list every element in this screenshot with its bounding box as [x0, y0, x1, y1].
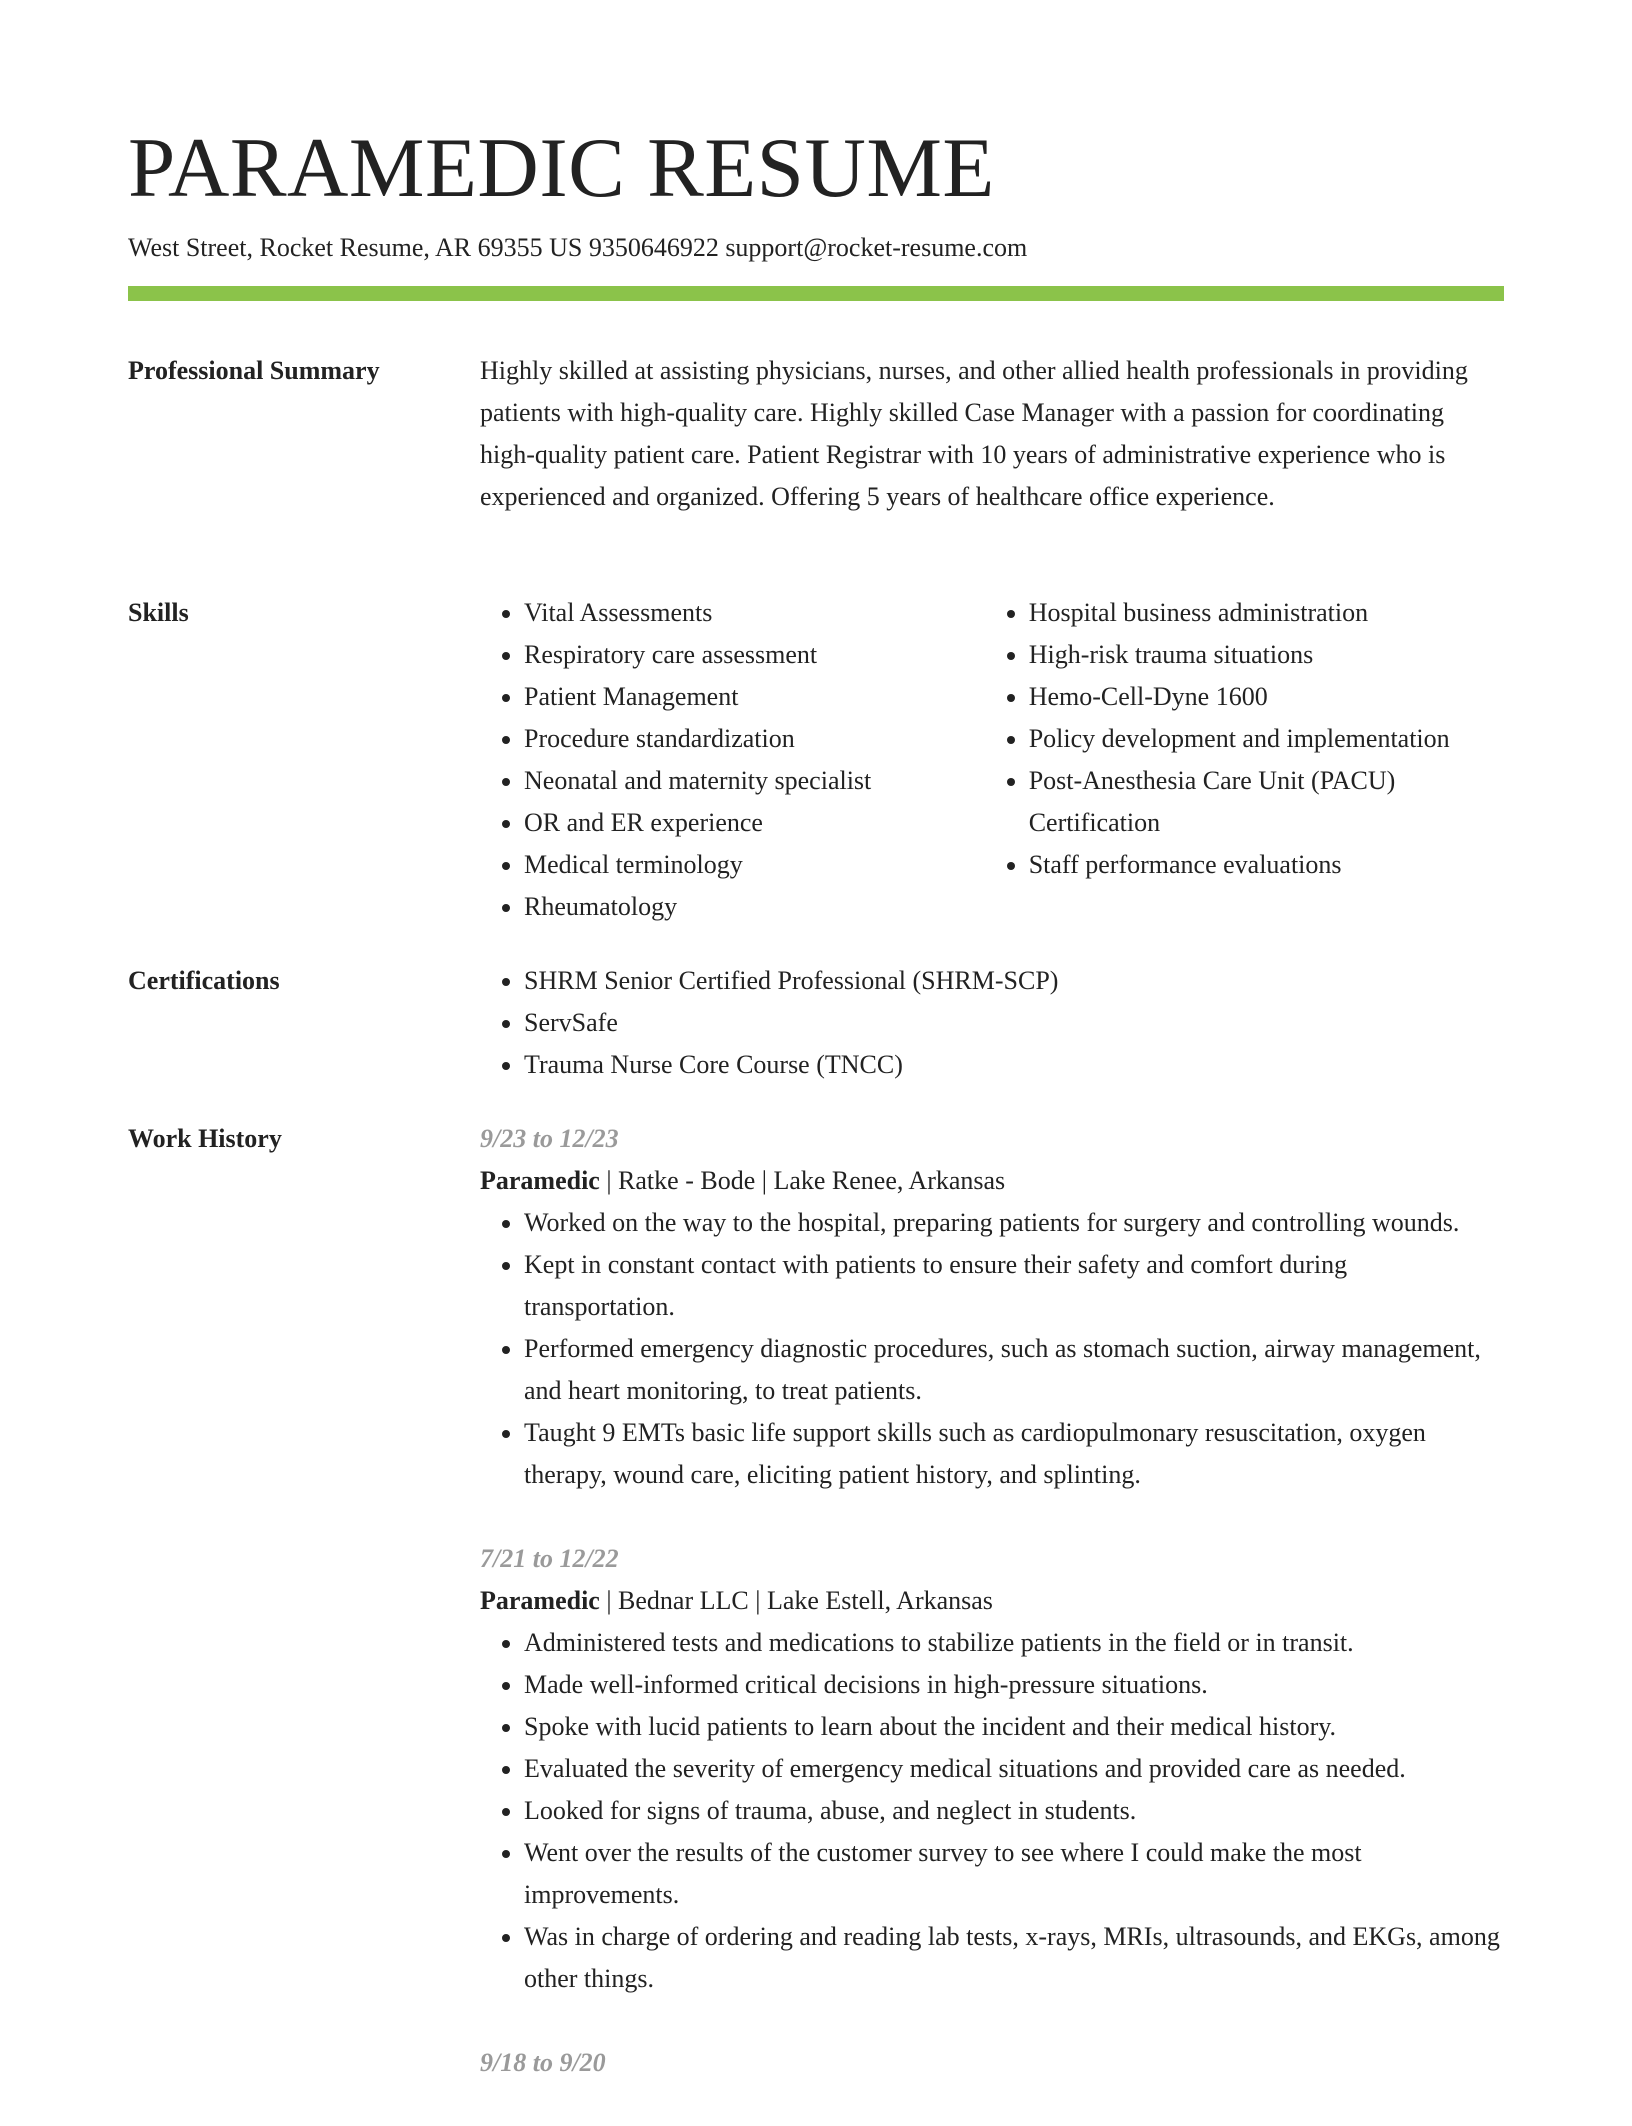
list-item: • Worked on the way to the hospital, preparing patients for surgery and controlling wounds. [524, 1202, 1504, 1244]
job-entry [480, 1538, 1504, 2000]
work-history-body [480, 1118, 1504, 2126]
list-item: • ServSafe [524, 1002, 1504, 1044]
summary-text: Highly skilled at assisting physicians, nurses, and other allied health professionals in providing patients with high-quality care. Highly skilled Case Manager with a passion for coordinating high-quality patient care. Patient Registrar with 10 years of administrative experience who is experienced and organized. Offering 5 years of healthcare office experience. [480, 356, 1468, 511]
list-item: • Was in charge of ordering and reading lab tests, x-rays, MRIs, ultrasounds, and EKGs, among other things. [524, 1916, 1504, 2000]
list-item: • Kept in constant contact with patients to ensure their safety and comfort during transportation. [524, 1244, 1504, 1328]
list-item: • Vital Assessments [524, 592, 985, 634]
summary-body [480, 350, 1504, 518]
list-item: • SHRM Senior Certified Professional (SHRM-SCP) [524, 960, 1504, 1002]
list-item: • Neonatal and maternity specialist [524, 760, 985, 802]
job-bullets [480, 1622, 1504, 2000]
list-item: • Policy development and implementation [1029, 718, 1504, 760]
job-bullets [480, 1202, 1504, 1496]
list-item: • Hospital business administration [1029, 592, 1504, 634]
list-item: • Administered tests and medications to stabilize patients in the field or in transit. [524, 1622, 1504, 1664]
list-item: • Looked for signs of trauma, abuse, and neglect in students. [524, 1790, 1504, 1832]
header-divider [128, 286, 1504, 301]
certifications-label: Certifications [128, 966, 280, 995]
list-item: • Post-Anesthesia Care Unit (PACU) Certification [1029, 760, 1504, 844]
skills-column-1 [480, 592, 985, 928]
job-entry [480, 2042, 1504, 2084]
list-item: • Evaluated the severity of emergency medical situations and provided care as needed. [524, 1748, 1504, 1790]
job-dates: 9/18 to 9/20 [480, 2048, 606, 2077]
list-item: • Hemo-Cell-Dyne 1600 [1029, 676, 1504, 718]
skills-column-2 [985, 592, 1504, 928]
job-dates: 7/21 to 12/22 [480, 1544, 619, 1573]
job-details: | Bednar LLC | Lake Estell, Arkansas [599, 1586, 993, 1615]
list-item: • Rheumatology [524, 886, 985, 928]
certifications-list [480, 960, 1504, 1086]
skills-body [480, 592, 1504, 928]
list-item: • Patient Management [524, 676, 985, 718]
list-item: • Taught 9 EMTs basic life support skills such as cardiopulmonary resuscitation, oxygen therapy, wound care, eliciting patient history, and splinting. [524, 1412, 1504, 1496]
list-item: • Procedure standardization [524, 718, 985, 760]
list-item: • Respiratory care assessment [524, 634, 985, 676]
job-title: Paramedic [480, 1166, 600, 1195]
job-dates: 9/23 to 12/23 [480, 1124, 619, 1153]
skills-label: Skills [128, 598, 189, 627]
work-history-label: Work History [128, 1124, 282, 1153]
list-item: • Made well-informed critical decisions in high-pressure situations. [524, 1664, 1504, 1706]
list-item: • Spoke with lucid patients to learn about the incident and their medical history. [524, 1706, 1504, 1748]
summary-label: Professional Summary [128, 356, 380, 385]
list-item: • High-risk trauma situations [1029, 634, 1504, 676]
list-item: • Medical terminology [524, 844, 985, 886]
job-title: Paramedic [480, 1586, 600, 1615]
job-heading [480, 1580, 1504, 1622]
list-item: • OR and ER experience [524, 802, 985, 844]
list-item: • Staff performance evaluations [1029, 844, 1504, 886]
job-entry [480, 1118, 1504, 1496]
certifications-body [480, 960, 1504, 1086]
list-item: • Went over the results of the customer survey to see where I could make the most improvements. [524, 1832, 1504, 1916]
list-item: • Performed emergency diagnostic procedures, such as stomach suction, airway management, and heart monitoring, to treat patients. [524, 1328, 1504, 1412]
job-heading [480, 1160, 1504, 1202]
contact-line: West Street, Rocket Resume, AR 69355 US 9350646922 support@rocket-resume.com [128, 233, 1028, 262]
job-details: | Ratke - Bode | Lake Renee, Arkansas [599, 1166, 1006, 1195]
resume-title: PARAMEDIC RESUME [128, 121, 995, 215]
list-item: • Trauma Nurse Core Course (TNCC) [524, 1044, 1504, 1086]
